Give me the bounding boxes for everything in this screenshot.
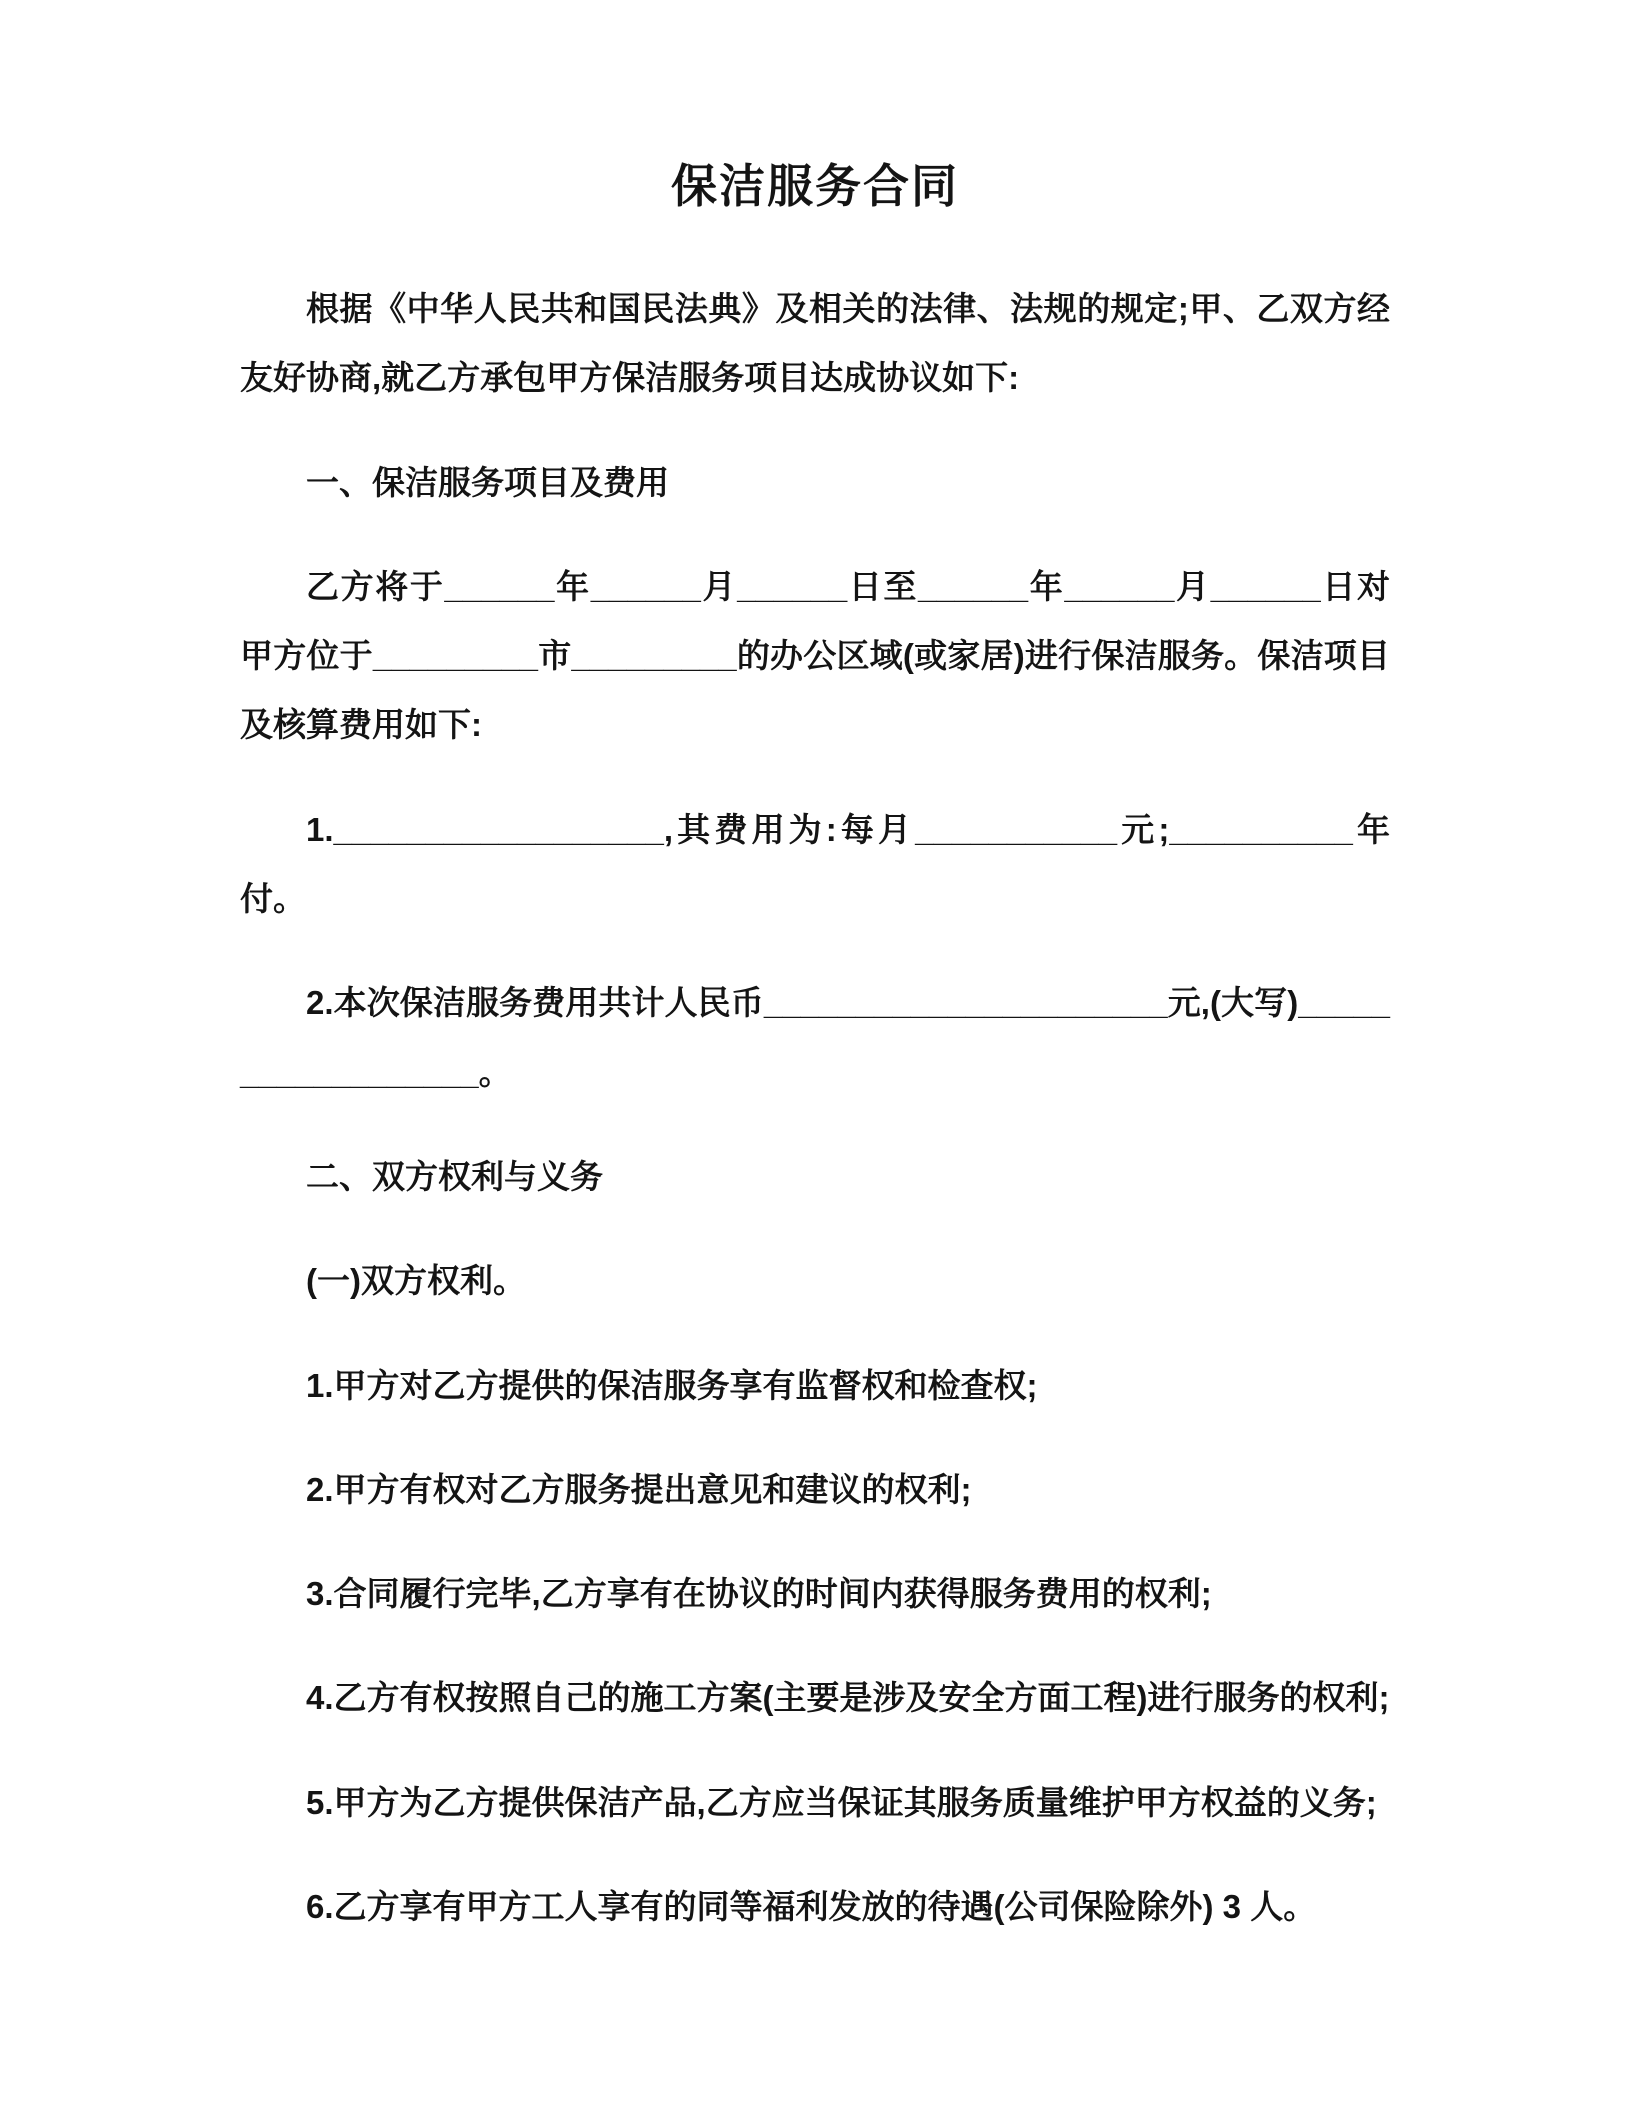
section-2-heading: 二、双方权利与义务 <box>306 1157 603 1195</box>
rights-item-1: 1.甲方对乙方提供的保洁服务享有监督权和检查权; <box>306 1366 1038 1404</box>
rights-item-2: 2.甲方有权对乙方服务提出意见和建议的权利; <box>306 1470 972 1508</box>
fee-item-2: 2.本次保洁服务费用共计人民币______________________元,(大写)__________________。 <box>240 984 1390 1091</box>
service-period-paragraph: 乙方将于______年______月______日至______年______月______日对甲方位于_________市_________的办公区域(或家居)进行保洁服务。保洁项目及核算费用如下: <box>240 567 1390 744</box>
rights-item-3: 3.合同履行完毕,乙方享有在协议的时间内获得服务费用的权利; <box>306 1575 1212 1613</box>
section-1-heading: 一、保洁服务项目及费用 <box>306 463 669 501</box>
fee-item-1: 1.__________________,其费用为:每月___________元;__________年付。 <box>240 810 1390 918</box>
rights-item-5: 5.甲方为乙方提供保洁产品,乙方应当保证其服务质量维护甲方权益的义务; <box>306 1783 1377 1821</box>
rights-item-4: 4.乙方有权按照自己的施工方案(主要是涉及安全方面工程)进行服务的权利; <box>306 1679 1390 1717</box>
section-2-subheading: (一)双方权利。 <box>306 1262 526 1300</box>
document-title: 保洁服务合同 <box>671 160 959 212</box>
rights-item-6: 6.乙方享有甲方工人享有的同等福利发放的待遇(公司保险除外) 3 人。 <box>306 1888 1317 1926</box>
intro-paragraph: 根据《中华人民共和国民法典》及相关的法律、法规的规定;甲、乙双方经友好协商,就乙方承包甲方保洁服务项目达成协议如下: <box>240 290 1390 397</box>
